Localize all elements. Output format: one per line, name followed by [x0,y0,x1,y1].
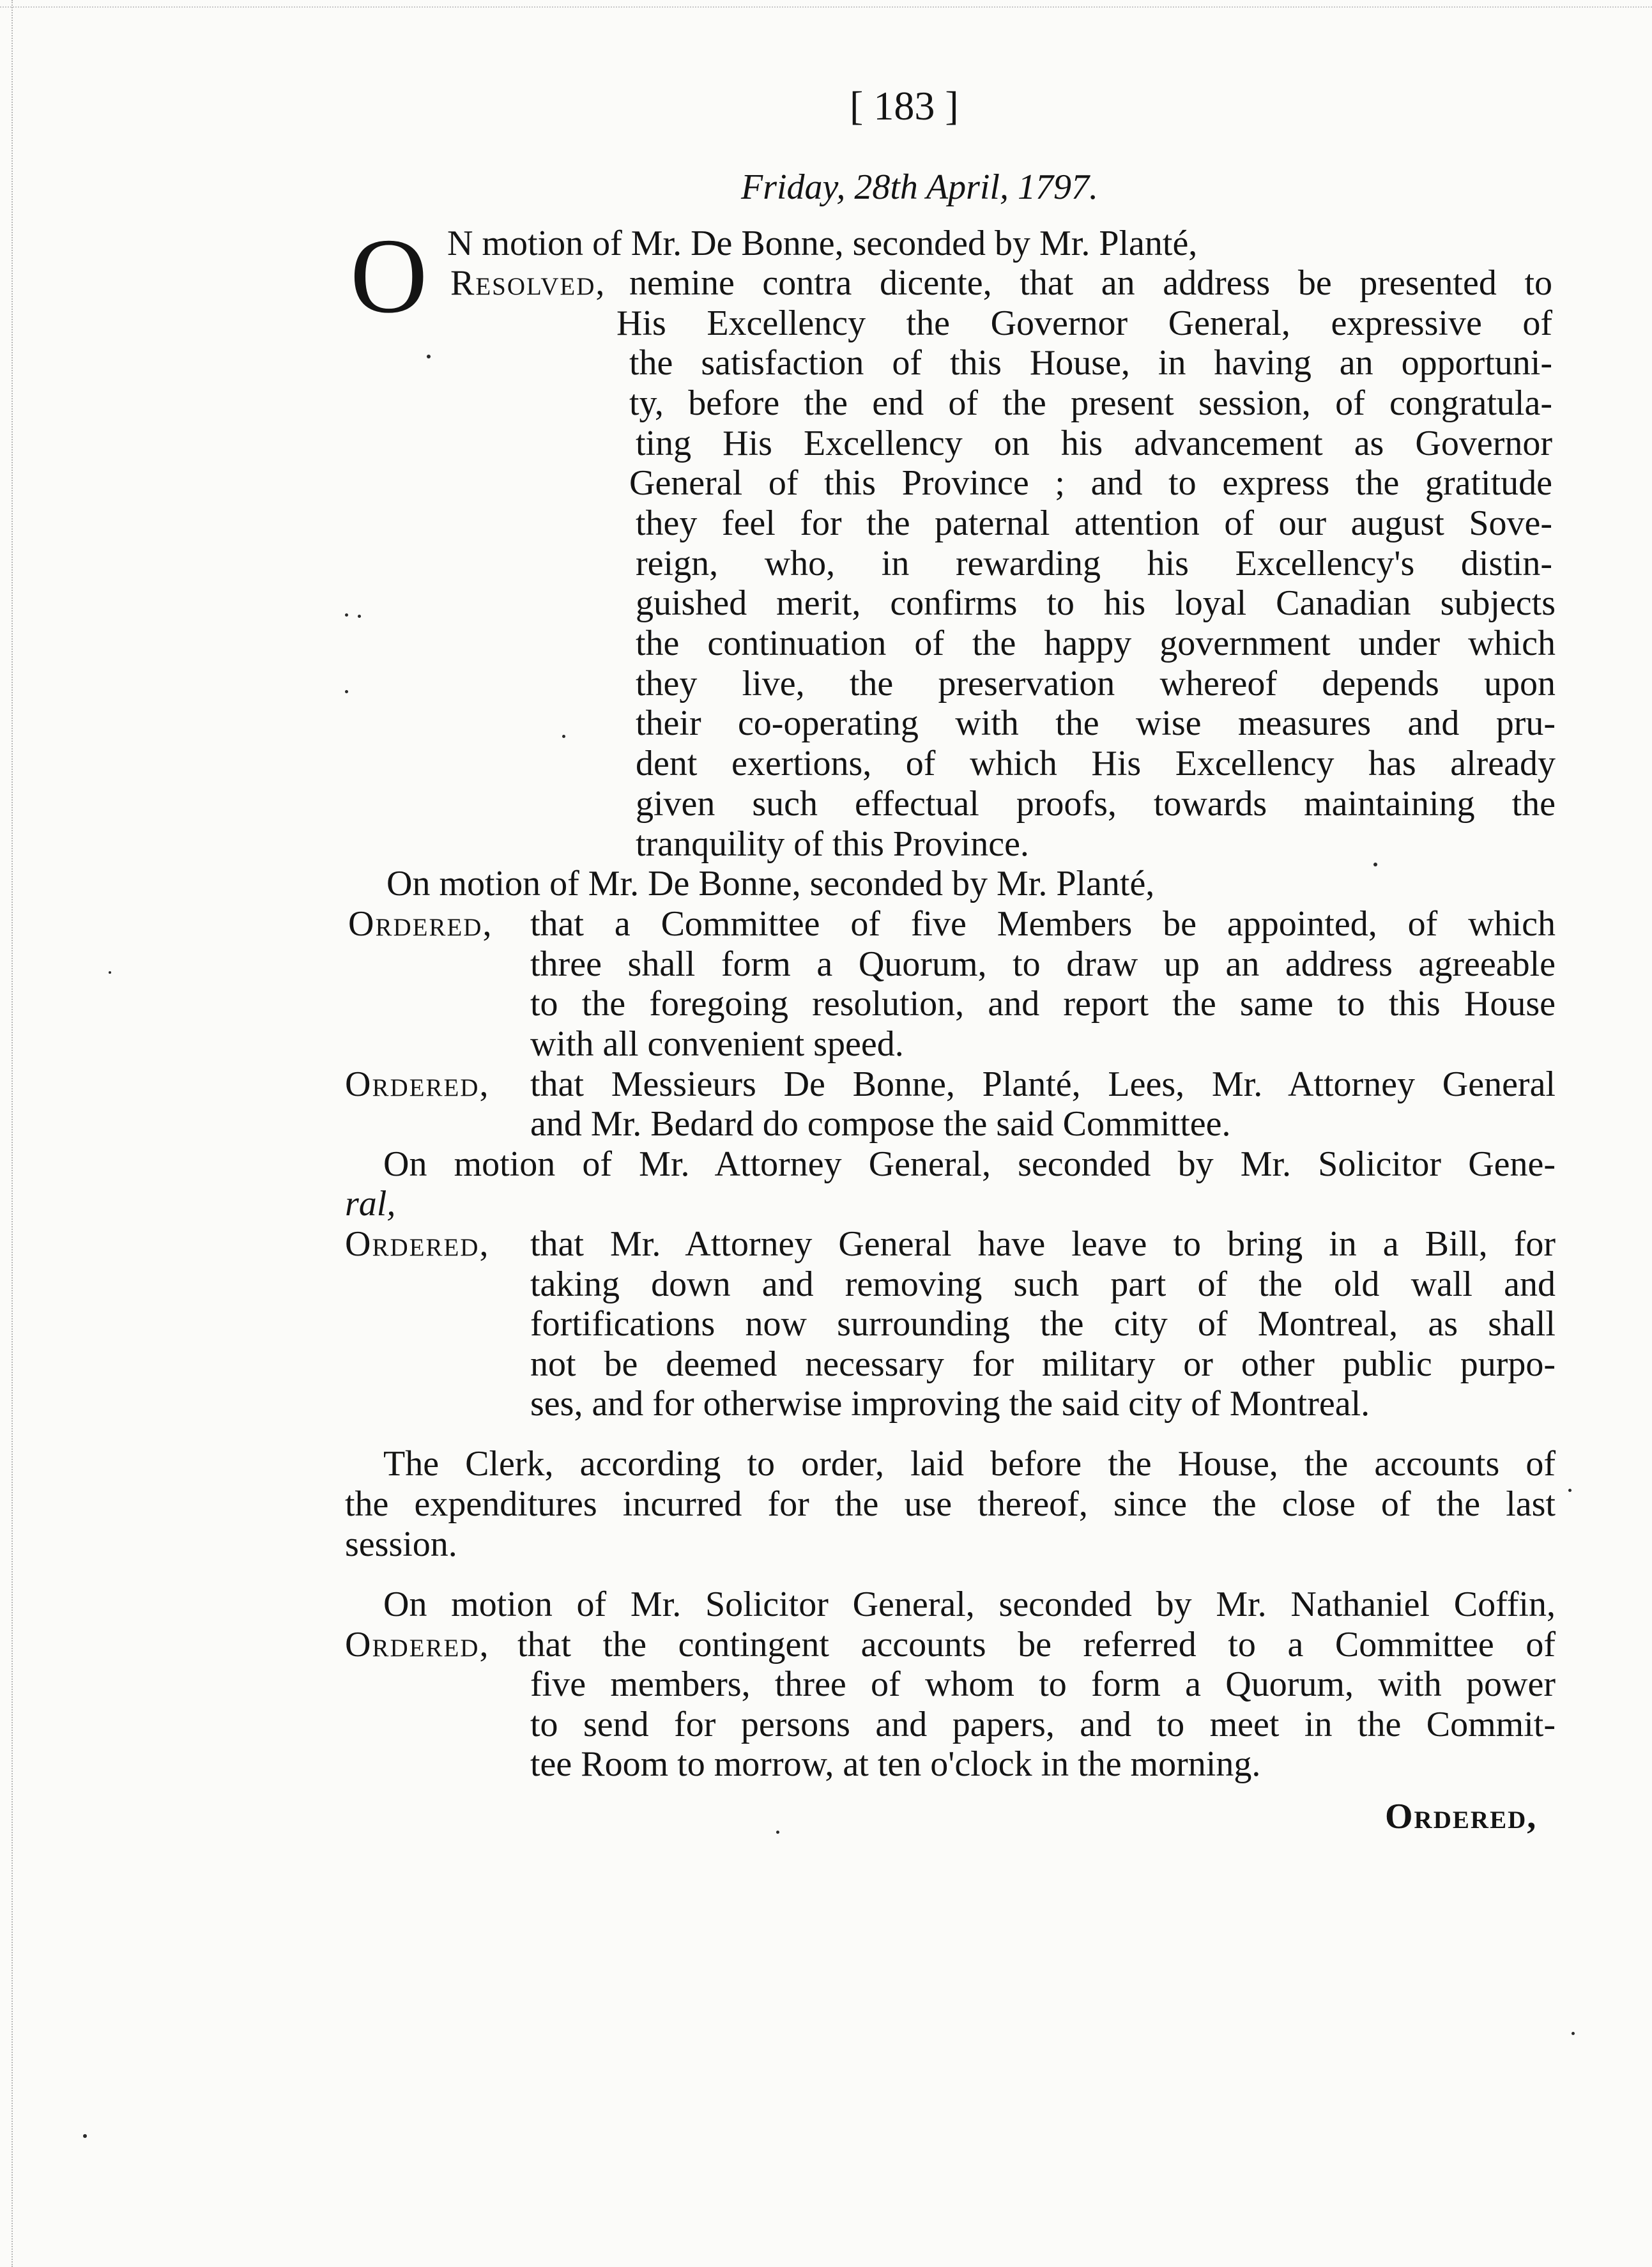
text-line: they feel for the paternal attention of our august Sove- [636,503,1552,543]
ordered-label: Ordered, [348,904,493,944]
text-line: N motion of Mr. De Bonne, seconded by Mr. Planté, [447,224,1198,263]
catchword: Ordered, [1385,1797,1538,1836]
drop-cap: O [350,217,428,335]
text-line: nemine contra dicente, that an address be presented to [629,263,1552,303]
text-line: General of this Province ; and to express the gratitude [629,463,1552,503]
text-line: fortifications now surrounding the city of Montreal, as shall [530,1304,1556,1344]
text-line: the continuation of the happy government under which [636,624,1556,663]
page-edge-top [0,6,1652,10]
date-heading: Friday, 28th April, 1797. [741,167,1098,207]
paper-speck [427,355,431,358]
text-line: tee Room to morrow, at ten o'clock in the morning. [530,1744,1261,1784]
text-line: five members, three of whom to form a Quorum, with power [530,1664,1556,1704]
paper-speck [109,971,111,974]
page-number: [ 183 ] [850,83,959,128]
resolved-label: Resolved, [450,263,606,303]
text-line: reign, who, in rewarding his Excellency's distin- [636,544,1552,583]
ordered-label: Ordered, [345,1064,490,1104]
paper-speck [1568,1489,1572,1492]
text-line: with all convenient speed. [530,1024,904,1064]
paper-speck [345,690,348,693]
paper-speck [1572,2032,1575,2035]
motion-line: On motion of Mr. Attorney General, seconded by Mr. Solicitor Gene- [383,1144,1556,1184]
text-line: that the contingent accounts be referred to a Committee of [517,1625,1556,1664]
text-line: three shall form a Quorum, to draw up an address agreeable [530,944,1556,984]
text-line: ral, [345,1184,396,1224]
text-line: taking down and removing such part of the old wall and [530,1264,1556,1304]
clerk-paragraph-line: The Clerk, according to order, laid before the House, the accounts of [383,1444,1556,1484]
text-line: dent exertions, of which His Excellency has already [636,744,1556,783]
ordered-label: Ordered, [345,1224,490,1264]
text-line: to send for persons and papers, and to meet in the Commit- [530,1705,1556,1744]
text-line: that a Committee of five Members be appointed, of which [530,904,1556,944]
text-line: not be deemed necessary for military or other public purpo- [530,1344,1556,1384]
text-line: to the foregoing resolution, and report the same to this House [530,984,1556,1024]
text-line: the expenditures incurred for the use thereof, since the close of the last [345,1484,1556,1524]
paper-speck [776,1831,779,1834]
text-line: that Messieurs De Bonne, Planté, Lees, Mr. Attorney General [530,1064,1556,1104]
text-line: tranquility of this Province. [636,824,1029,864]
text-line: His Excellency the Governor General, expressive of [616,304,1552,343]
paper-speck [562,735,565,738]
paper-speck [358,615,361,618]
text-line: given such effectual proofs, towards maintaining the [636,784,1556,824]
motion-line: On motion of Mr. De Bonne, seconded by Mr. Planté, [386,864,1155,903]
text-line: ting His Excellency on his advancement as Governor [636,424,1552,463]
text-line: guished merit, confirms to his loyal Canadian subjects [636,583,1556,623]
text-line: their co-operating with the wise measures and pru- [636,703,1556,743]
text-line: session. [345,1525,457,1564]
text-line: they live, the preservation whereof depends upon [636,664,1556,703]
paper-speck [83,2134,87,2138]
ordered-label: Ordered, [345,1625,490,1664]
text-line: ty, before the end of the present session, of congratula- [629,383,1552,423]
text-line: and Mr. Bedard do compose the said Committee. [530,1104,1231,1144]
paper-speck [1373,863,1377,866]
paper-speck [345,613,348,617]
text-line: the satisfaction of this House, in having an opportuni- [629,343,1552,383]
motion-line: On motion of Mr. Solicitor General, seconded by Mr. Nathaniel Coffin, [383,1585,1556,1624]
text-line: that Mr. Attorney General have leave to bring in a Bill, for [530,1224,1556,1264]
page-edge-left [11,0,17,2267]
text-line: ses, and for otherwise improving the said city of Montreal. [530,1384,1370,1424]
